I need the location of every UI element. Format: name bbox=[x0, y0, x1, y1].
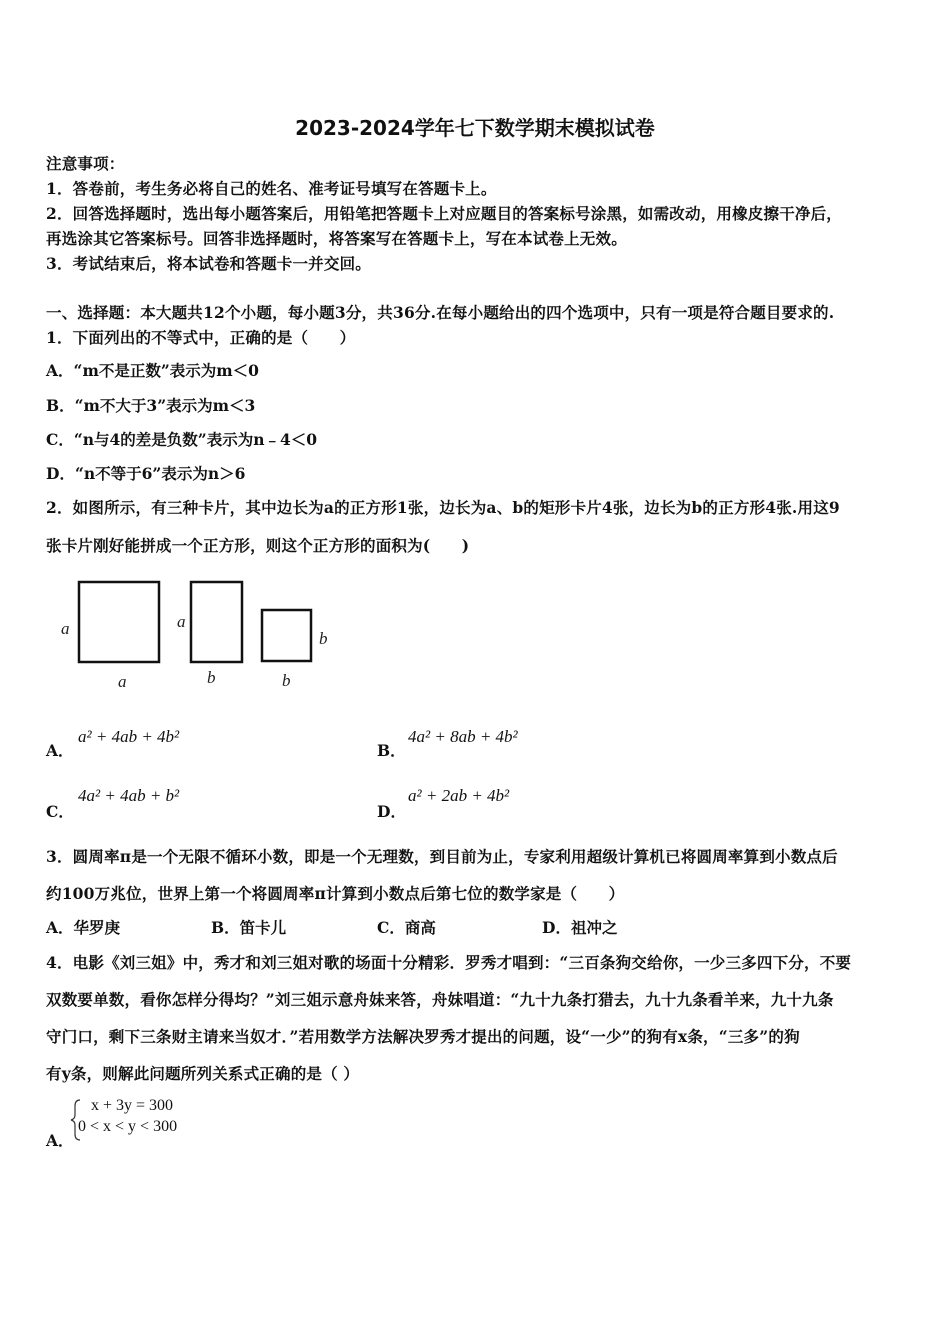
square-a-side-label: a bbox=[61, 619, 70, 638]
rectangle-bottom-label: b bbox=[207, 668, 216, 687]
q3-option-b: B．笛卡儿 bbox=[211, 918, 287, 937]
q2-option-d-letter: D． bbox=[377, 802, 406, 821]
square-b-card bbox=[262, 610, 311, 661]
q3-stem-line1: 3．圆周率π是一个无限不循环小数，即是一个无理数，到目前为止，专家利用超级计算机已将圆周率算到小数点后 bbox=[46, 847, 838, 866]
q2-stem-line2: 张卡片刚好能拼成一个正方形，则这个正方形的面积为( ) bbox=[46, 536, 470, 555]
q3-option-d: D．祖冲之 bbox=[542, 918, 618, 937]
q4-line-3: 守门口，剩下三条财主请来当奴才．”若用数学方法解决罗秀才提出的问题，设“一少”的狗有x条，“三多”的狗 bbox=[46, 1027, 800, 1046]
q2-option-b-letter: B． bbox=[377, 741, 406, 760]
notice-heading: 注意事项： bbox=[46, 154, 125, 173]
q2-option-c-expr: 4a² + 4ab + b² bbox=[78, 786, 180, 805]
q2-option-a-letter: A． bbox=[46, 741, 74, 760]
q2-option-d-expr: a² + 2ab + 4b² bbox=[408, 786, 510, 805]
cards-figure bbox=[55, 572, 355, 697]
rectangle-side-label: a bbox=[177, 612, 186, 631]
q4-option-a-equation-2: 0 < x < y < 300 bbox=[78, 1118, 178, 1135]
notice-item-2-cont: 再选涂其它答案标号。回答非选择题时，将答案写在答题卡上，写在本试卷上无效。 bbox=[46, 229, 627, 248]
q2-option-a-expr: a² + 4ab + 4b² bbox=[78, 727, 180, 746]
q2-option-c-letter: C． bbox=[46, 802, 74, 821]
q4-line-4: 有y条，则解此问题所列关系式正确的是（ ） bbox=[46, 1064, 360, 1083]
q1-stem: 1．下面列出的不等式中，正确的是（ ） bbox=[46, 328, 356, 347]
q4-option-a-equation-1: x + 3y = 300 bbox=[91, 1097, 174, 1114]
square-a-bottom-label: a bbox=[118, 672, 127, 691]
q4-line-1: 4．电影《刘三姐》中，秀才和刘三姐对歌的场面十分精彩．罗秀才唱到：“三百条狗交给你，一少三多四下分，不要 bbox=[46, 953, 852, 972]
rectangle-ab-card bbox=[191, 582, 242, 662]
notice-item-1: 1．答卷前，考生务必将自己的姓名、准考证号填写在答题卡上。 bbox=[46, 179, 497, 198]
q1-option-b: B．“m不大于3”表示为m＜3 bbox=[46, 396, 256, 415]
section-heading: 一、选择题：本大题共12个小题，每小题3分，共36分.在每小题给出的四个选项中，只有一项是符合题目要求的. bbox=[46, 303, 835, 322]
q1-option-a: A．“m不是正数”表示为m＜0 bbox=[46, 361, 259, 380]
page-title: 2023-2024学年七下数学期末模拟试卷 bbox=[295, 116, 655, 140]
notice-item-3: 3．考试结束后，将本试卷和答题卡一并交回。 bbox=[46, 254, 371, 273]
square-a-card bbox=[79, 582, 159, 662]
q4-option-a-letter: A． bbox=[46, 1131, 74, 1150]
q2-stem-line1: 2．如图所示，有三种卡片，其中边长为a的正方形1张，边长为a、b的矩形卡片4张，边长为b的正方形4张.用这9 bbox=[46, 498, 840, 517]
square-b-bottom-label: b bbox=[282, 671, 291, 690]
q3-option-c: C．商高 bbox=[377, 918, 436, 937]
q2-option-b-expr: 4a² + 8ab + 4b² bbox=[408, 727, 518, 746]
q1-option-d: D．“n不等于6”表示为n＞6 bbox=[46, 464, 246, 483]
q3-stem-line2: 约100万兆位，世界上第一个将圆周率π计算到小数点后第七位的数学家是（ ） bbox=[46, 884, 625, 903]
q1-option-c: C．“n与4的差是负数”表示为n﹣4＜0 bbox=[46, 430, 318, 449]
q4-line-2: 双数要单数，看你怎样分得均？”刘三姐示意舟妹来答，舟妹唱道：“九十九条打猎去，九十九条看羊来，九十九条 bbox=[46, 990, 834, 1009]
q3-option-a: A．华罗庚 bbox=[46, 918, 121, 937]
square-b-side-label: b bbox=[319, 629, 328, 648]
notice-item-2: 2．回答选择题时，选出每小题答案后，用铅笔把答题卡上对应题目的答案标号涂黑，如需改动，用橡皮擦干净后， bbox=[46, 204, 842, 223]
